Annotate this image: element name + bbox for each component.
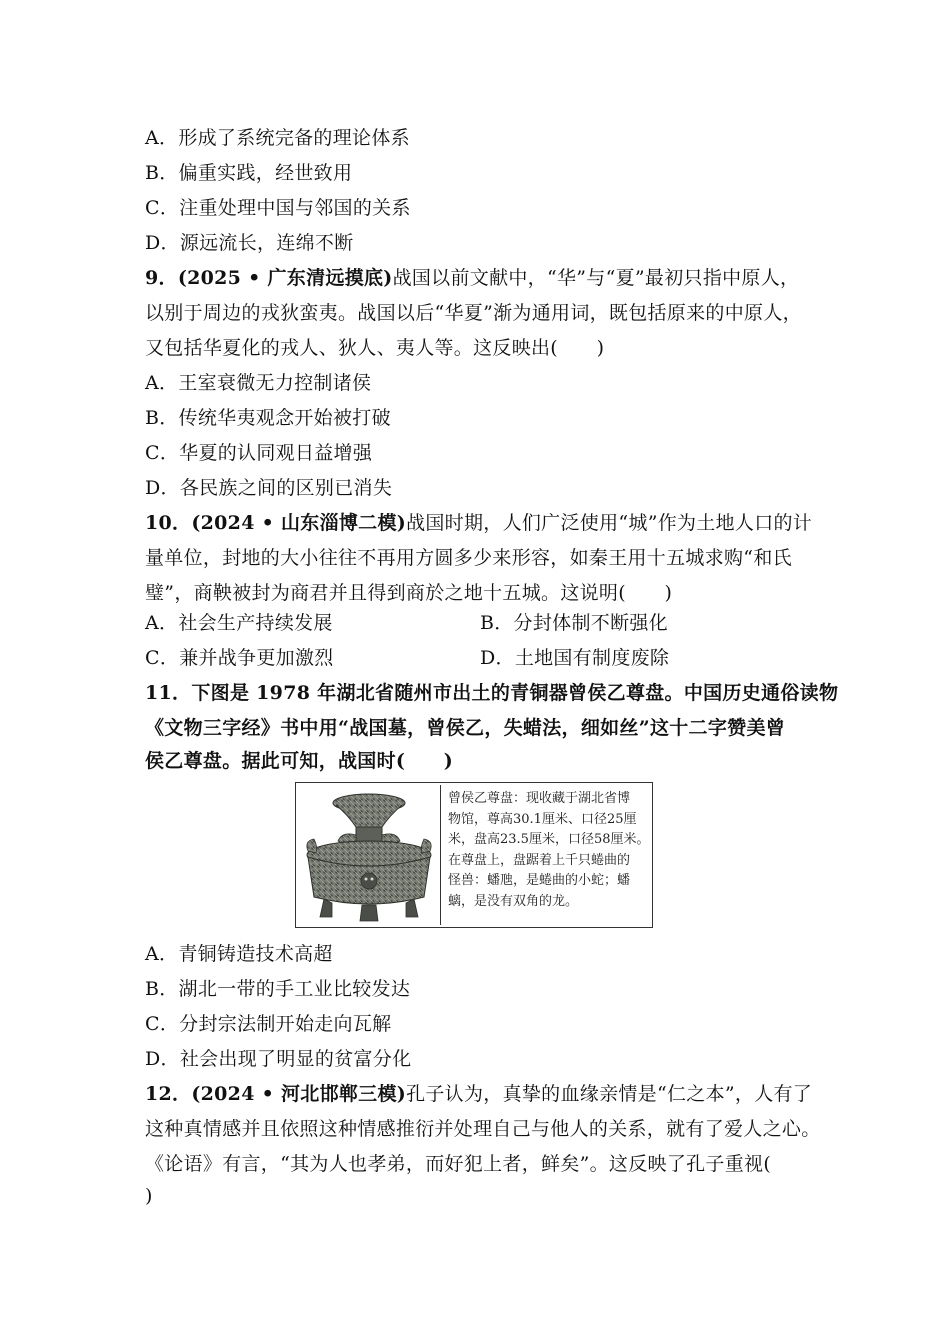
- caption-line: 在尊盘上，盘踞着上千只蜷曲的: [448, 852, 631, 868]
- bronze-zunpan-image: [298, 785, 441, 925]
- figure-caption: [448, 789, 648, 912]
- q8-option-b[interactable]: B．偏重实践，经世致用: [145, 162, 353, 184]
- q12-stem-line-4: ): [145, 1185, 153, 1207]
- q11-option-d[interactable]: D．社会出现了明显的贫富分化: [145, 1048, 412, 1070]
- q9-stem-line-2: 以别于周边的戎狄蛮夷。战国以后“华夏”渐为通用词，既包括原来的中原人，: [145, 302, 802, 324]
- q11-stem-line-1: 11．下图是 1978 年湖北省随州市出土的青铜器曾侯乙尊盘。中国历史通俗读物: [145, 682, 839, 704]
- q9-stem-text: 战国以前文献中，“华”与“夏”最初只指中原人，: [392, 267, 800, 289]
- q9-label: 9．(2025 • 广东清远摸底): [145, 267, 393, 289]
- caption-line: 怪兽：蟠虺，是蜷曲的小蛇；蟠: [448, 873, 631, 888]
- q10-stem-text: 战国时期，人们广泛使用“城”作为土地人口的计: [406, 512, 813, 534]
- q10-stem-line-2: 量单位，封地的大小往往不再用方圆多少来形容，如秦王用十五城求购“和氏: [145, 547, 792, 569]
- bronze-vessel-illustration: [298, 785, 440, 925]
- q10-label: 10．(2024 • 山东淄博二模): [145, 512, 407, 534]
- caption-line: 米，盘高23.5厘米，口径58厘米。: [448, 832, 650, 847]
- q12-stem-line-2: 这种真情感并且依照这种情感推衍并处理自己与他人的关系，就有了爱人之心。: [145, 1118, 821, 1140]
- q9-stem-line-1: [145, 266, 799, 290]
- q9-option-c[interactable]: C．华夏的认同观日益增强: [145, 442, 373, 464]
- q10-stem-line-1: [145, 511, 812, 535]
- q11-stem-line-2: 《文物三字经》书中用“战国墓，曾侯乙，失蜡法，细如丝”这十二字赞美曾: [145, 717, 786, 739]
- q11-option-a[interactable]: A．青铜铸造技术高超: [145, 943, 333, 965]
- q11-option-b[interactable]: B．湖北一带的手工业比较发达: [145, 978, 411, 1000]
- caption-line: 螭，是没有双角的龙。: [448, 893, 579, 909]
- q8-option-d[interactable]: D．源远流长，连绵不断: [145, 232, 354, 254]
- q9-stem-line-3: 又包括华夏化的戎人、狄人、夷人等。这反映出( ): [145, 337, 605, 359]
- q8-option-c[interactable]: C．注重处理中国与邻国的关系: [145, 197, 411, 219]
- q10-option-b[interactable]: B．分封体制不断强化: [480, 612, 668, 634]
- q12-stem-line-1: [145, 1082, 812, 1106]
- q10-option-c[interactable]: C．兼并战争更加激烈: [145, 647, 334, 669]
- q9-option-b[interactable]: B．传统华夷观念开始被打破: [145, 407, 391, 429]
- q12-stem-text: 孔子认为，真挚的血缘亲情是“仁之本”，人有了: [406, 1083, 813, 1105]
- q10-stem-line-3: 璧”，商鞅被封为商君并且得到商於之地十五城。这说明( ): [145, 582, 673, 604]
- caption-line: 物馆，尊高30.1厘米、口径25厘: [448, 811, 637, 827]
- q12-label: 12．(2024 • 河北邯郸三模): [145, 1083, 407, 1105]
- q9-option-a[interactable]: A．王室衰微无力控制诸侯: [145, 372, 372, 394]
- q12-stem-line-3: 《论语》有言，“其为人也孝弟，而好犯上者，鲜矣”。这反映了孔子重视(: [145, 1153, 772, 1175]
- q11-option-c[interactable]: C．分封宗法制开始走向瓦解: [145, 1013, 392, 1035]
- q10-option-d[interactable]: D．土地国有制度废除: [480, 647, 670, 669]
- caption-line: 曾侯乙尊盘：现收藏于湖北省博: [448, 791, 631, 806]
- q11-figure: [295, 782, 653, 928]
- q8-option-a[interactable]: A．形成了系统完备的理论体系: [145, 127, 410, 149]
- q9-option-d[interactable]: D．各民族之间的区别已消失: [145, 477, 393, 499]
- q10-option-a[interactable]: A．社会生产持续发展: [145, 612, 333, 634]
- q11-stem-line-3: 侯乙尊盘。据此可知，战国时( ): [145, 750, 454, 772]
